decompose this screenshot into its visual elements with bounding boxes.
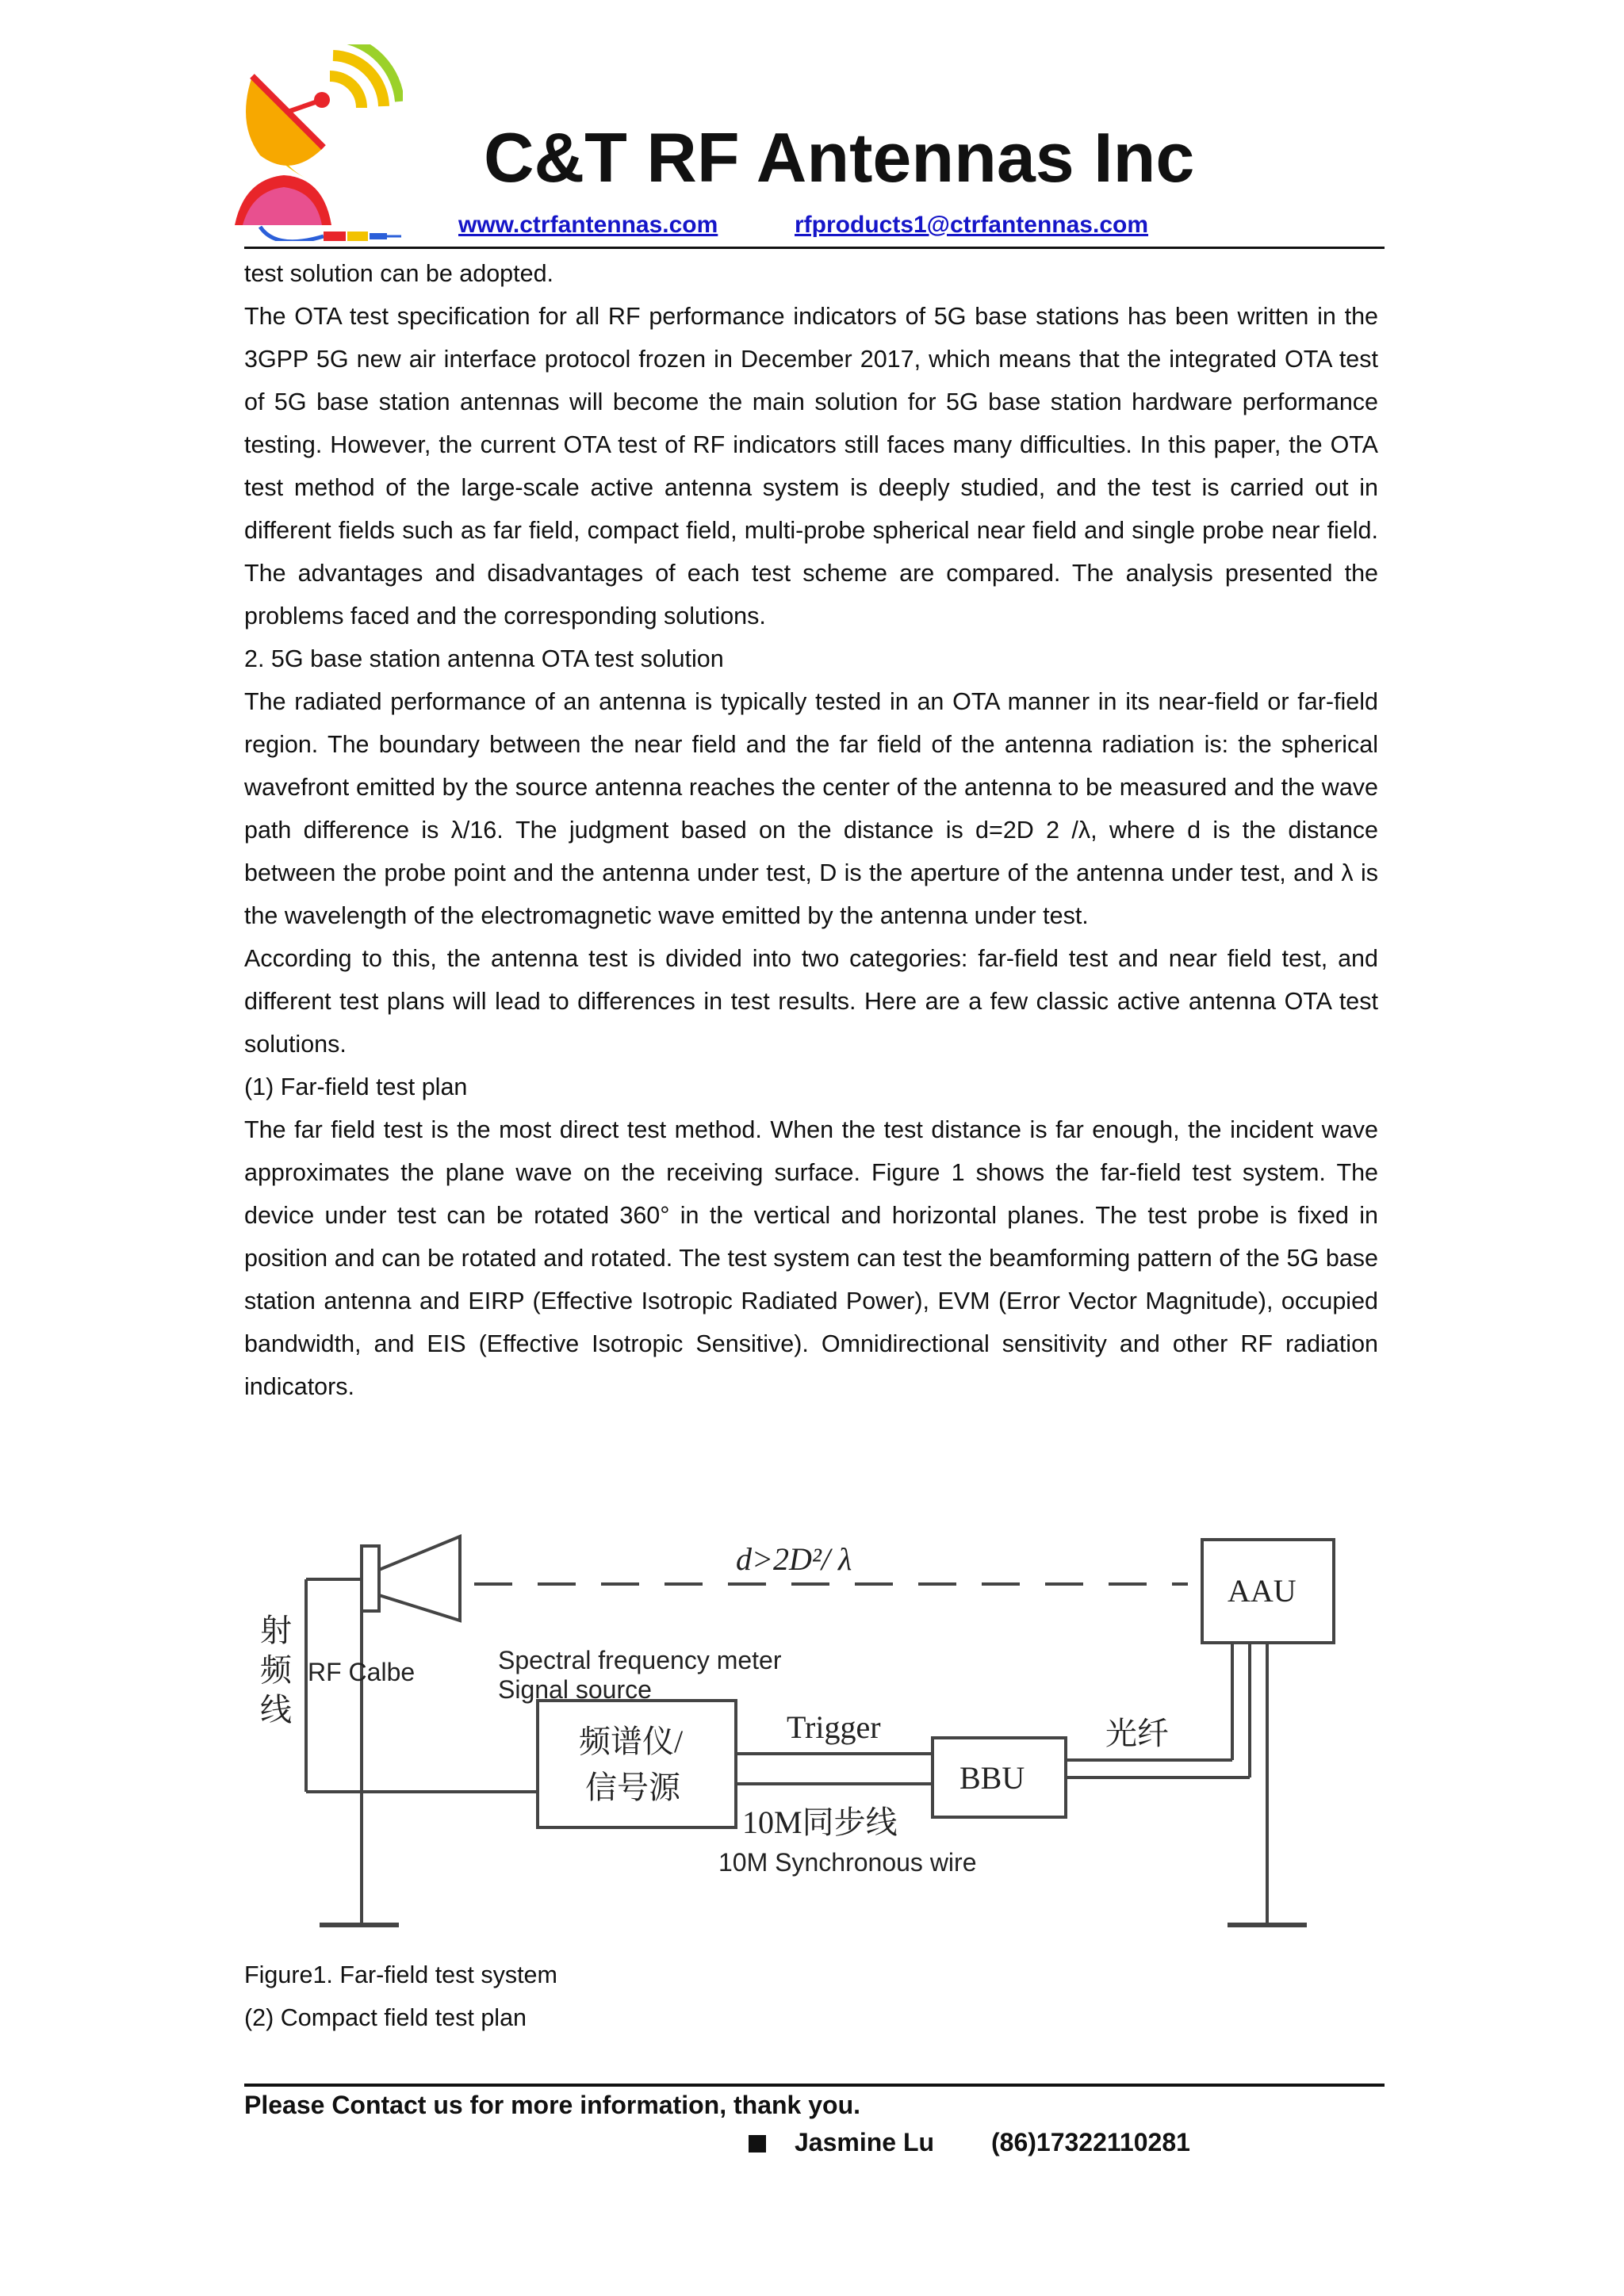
distance-label: d>2D²/ λ [736,1541,852,1577]
contact-text: Please Contact us for more information, thank you. [244,2091,861,2119]
spectrum-analyzer-cn-2: 信号源 [585,1770,680,1805]
header-divider [244,247,1385,249]
horn-antenna [379,1536,460,1621]
rf-cable-cn-2: 频 [260,1652,292,1688]
signal-source-label: Signal source [498,1675,652,1704]
section-heading: 2. 5G base station antenna OTA test solution [244,645,724,672]
spectrum-meter-label: Spectral frequency meter [498,1646,782,1674]
company-logo [228,44,403,241]
paragraph: The radiated performance of an antenna is typically tested in an OTA manner in its near-field or far-field region. The boundary between the near field and the far field of the antenna radiation is: the spherical wavefront emitted by the source antenna reaches the center of the antenna to be measured and the wave path difference is λ/16. The judgment based on the distance is d=2D 2 /λ, where d is the distance between the probe point and the antenna under test, D is the aperture of the antenna under test, and λ is the wavelength of the electromagnetic wave emitted by the antenna under test. [244,688,1378,929]
email-link[interactable]: rfproducts1@ctrfantennas.com [795,212,1149,238]
sync-wire-label: 10M Synchronous wire [718,1848,977,1877]
fiber-label: 光纤 [1105,1716,1169,1751]
rf-cable-label: RF Calbe [308,1658,416,1686]
paragraph: According to this, the antenna test is divided into two categories: far-field test and near field test, and different test plans will lead to differences in test results. Here are a few classic active antenna OTA test solutions. [244,945,1378,1058]
paragraph: The far field test is the most direct test method. When the test distance is far enough, the incident wave approximates the plane wave on the receiving surface. Figure 1 shows the far-field test system. The device under test can be rotated 360° in the vertical and horizontal planes. The test probe is fixed in position and can be rotated and rotated. The test system can test the beamforming pattern of the 5G base station antenna and EIRP (Effective Isotropic Radiated Power), EVM (Error Vector Magnitude), occupied bandwidth, and EIS (Effective Isotropic Sensitive). Omnidirectional sensitivity and other RF radiation indicators. [244,1116,1378,1400]
rf-cable-cn-1: 射 [260,1613,292,1648]
subsection-heading: (1) Far-field test plan [244,1073,468,1100]
figure-caption: Figure1. Far-field test system [244,1961,557,1988]
company-name: C&T RF Antennas Inc [484,118,1195,197]
footer-divider [244,2084,1385,2087]
bbu-label: BBU [959,1760,1025,1796]
website-link[interactable]: www.ctrfantennas.com [458,212,718,238]
paragraph: test solution can be adopted. [244,260,554,287]
aau-label: AAU [1228,1573,1297,1609]
bullet-icon [749,2135,766,2152]
contact-name: Jasmine Lu [795,2128,935,2156]
article-body [244,252,1378,1408]
sync-wire-cn-label: 10M同步线 [742,1804,898,1840]
far-field-test-diagram [244,1522,1378,1950]
rf-cable-cn-3: 线 [260,1692,292,1728]
paragraph: The OTA test specification for all RF performance indicators of 5G base stations has been written in the 3GPP 5G new air interface protocol frozen in December 2017, which means that the integrated OTA test of 5G base station antennas will become the main solution for 5G base station hardware performance testing. However, the current OTA test of RF indicators still faces many difficulties. In this paper, the OTA test method of the large-scale active antenna system is deeply studied, and the test is carried out in different fields such as far field, compact field, multi-probe spherical near field and single probe near field. The advantages and disadvantages of each test scheme are compared. The analysis presented the problems faced and the corresponding solutions. [244,303,1378,629]
contact-phone: (86)17322110281 [991,2128,1190,2156]
spectrum-analyzer-cn-1: 频谱仪/ [579,1724,684,1759]
spectrum-analyzer-box [538,1701,736,1827]
section-heading: (2) Compact field test plan [244,2004,527,2031]
probe-antenna-feed [362,1546,379,1611]
trigger-label: Trigger [787,1709,881,1745]
